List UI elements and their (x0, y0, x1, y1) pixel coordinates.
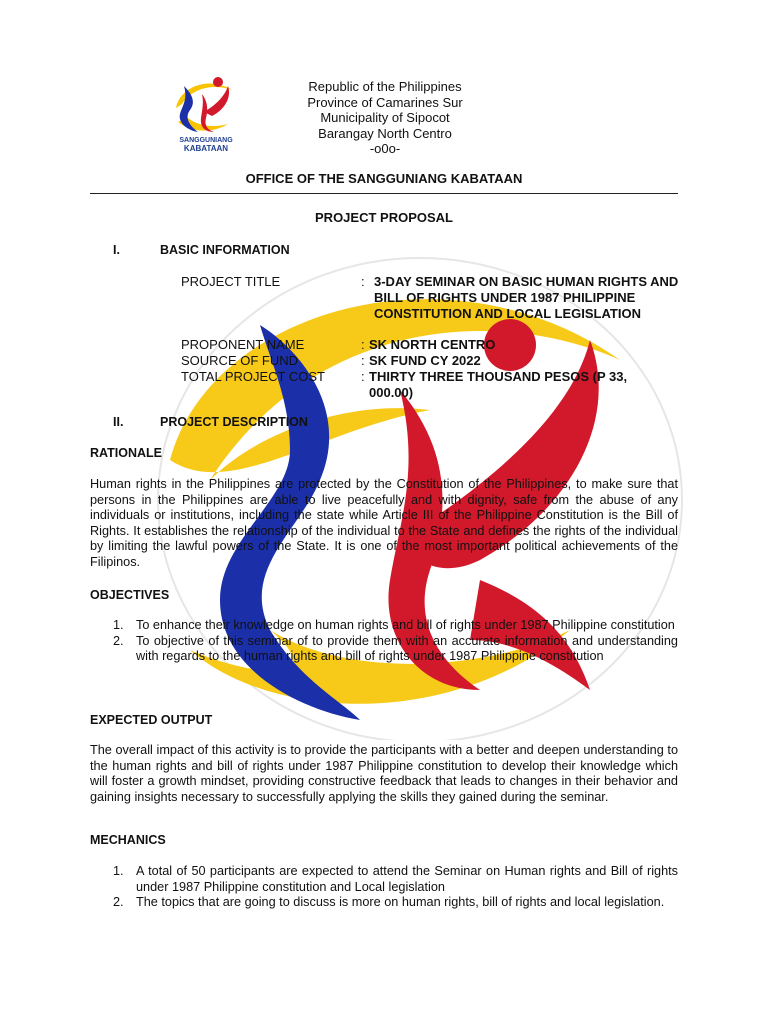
info-colon: : (361, 369, 365, 384)
header-divider (90, 193, 678, 194)
info-value: 3-DAY SEMINAR ON BASIC HUMAN RIGHTS AND BILL OF RIGHTS UNDER 1987 PHILIPPINE CONSTITUTION AND LOCAL LEGISLATION (374, 274, 679, 321)
list-item (113, 864, 678, 895)
info-colon: : (361, 337, 365, 352)
list-item-number: 2. (113, 633, 124, 648)
mechanics-list (113, 864, 678, 911)
letterhead-line-separator: -o0o- (369, 141, 401, 156)
section-number: I. (113, 243, 120, 257)
expected-output-text: The overall impact of this activity is to provide the participants with a better and deepen understanding to the human rights and bill of rights under 1987 Philippine constitution to develop their knowledge which will foster a growth mindset, providing constructive feedback that leads to changes in their behavior and gaining insights necessary to successfully applying the skills they gained during the seminar. (90, 743, 678, 804)
objectives-heading: OBJECTIVES (90, 588, 170, 602)
info-value: SK NORTH CENTRO (369, 337, 496, 352)
expected-output-heading: EXPECTED OUTPUT (90, 713, 213, 727)
mechanics-heading: MECHANICS (90, 833, 166, 847)
list-item (113, 634, 678, 665)
sk-logo-icon (170, 72, 242, 136)
letterhead-address (260, 79, 510, 157)
info-colon: : (361, 274, 365, 289)
info-value: THIRTY THREE THOUSAND PESOS (P 33, 000.00) (369, 369, 628, 400)
info-label: PROPONENT NAME (181, 337, 305, 352)
list-item (113, 618, 678, 634)
document-title: PROJECT PROPOSAL (315, 210, 453, 225)
section-number: II. (113, 415, 124, 429)
list-item (113, 895, 678, 911)
sk-logo (170, 72, 242, 156)
list-item-text: To objective of this seminar of to provide them with an accurate information and understanding with regards to the human rights and bill of rights under 1987 Philippine constitution (136, 633, 678, 663)
section-title: BASIC INFORMATION (160, 243, 290, 257)
info-label: SOURCE OF FUND (181, 353, 298, 368)
office-title: OFFICE OF THE SANGGUNIANG KABATAAN (245, 171, 523, 186)
letterhead-line-barangay: Barangay North Centro (318, 125, 452, 141)
list-item-text: A total of 50 participants are expected to attend the Seminar on Human rights and Bill of rights under 1987 Philippine constitution and Local legislation (136, 864, 678, 894)
rationale-text: Human rights in the Philippines are protected by the Constitution of the Philippines, to make sure that persons in the Philippines are able to live peacefully and with dignity, safe from the abuse of any individuals or institutions, including the state while Article III of the Philippine Constitution is the Bill of Rights. It establishes the relationship of the individual to the State and defines the rights of the individual by limiting the lawful powers of the State. It is one of the most important political achievements of the Filipinos. (90, 477, 678, 569)
list-item-text: The topics that are going to discuss is more on human rights, bill of rights and local legislation. (136, 895, 665, 909)
section-title: PROJECT DESCRIPTION (160, 415, 308, 429)
logo-text-sangguniang: SANGGUNIANG (179, 137, 233, 144)
info-colon: : (361, 353, 365, 368)
logo-text-kabataan: KABATAAN (183, 144, 229, 153)
list-item-number: 1. (113, 864, 124, 878)
list-item-text: To enhance their knowledge on human rights and bill of rights under 1987 Philippine constitution (136, 618, 675, 632)
list-item-number: 2. (113, 895, 124, 909)
letterhead-line-republic: Republic of the Philippines (308, 79, 462, 94)
info-label: TOTAL PROJECT COST (181, 369, 325, 384)
letterhead-line-province: Province of Camarines Sur (307, 94, 463, 110)
list-item-number: 1. (113, 618, 124, 632)
info-label: PROJECT TITLE (181, 274, 281, 289)
letterhead-line-municipality: Municipality of Sipocot (320, 110, 450, 125)
rationale-heading: RATIONALE (90, 446, 162, 460)
objectives-list (113, 618, 678, 665)
info-value: SK FUND CY 2022 (369, 353, 481, 368)
